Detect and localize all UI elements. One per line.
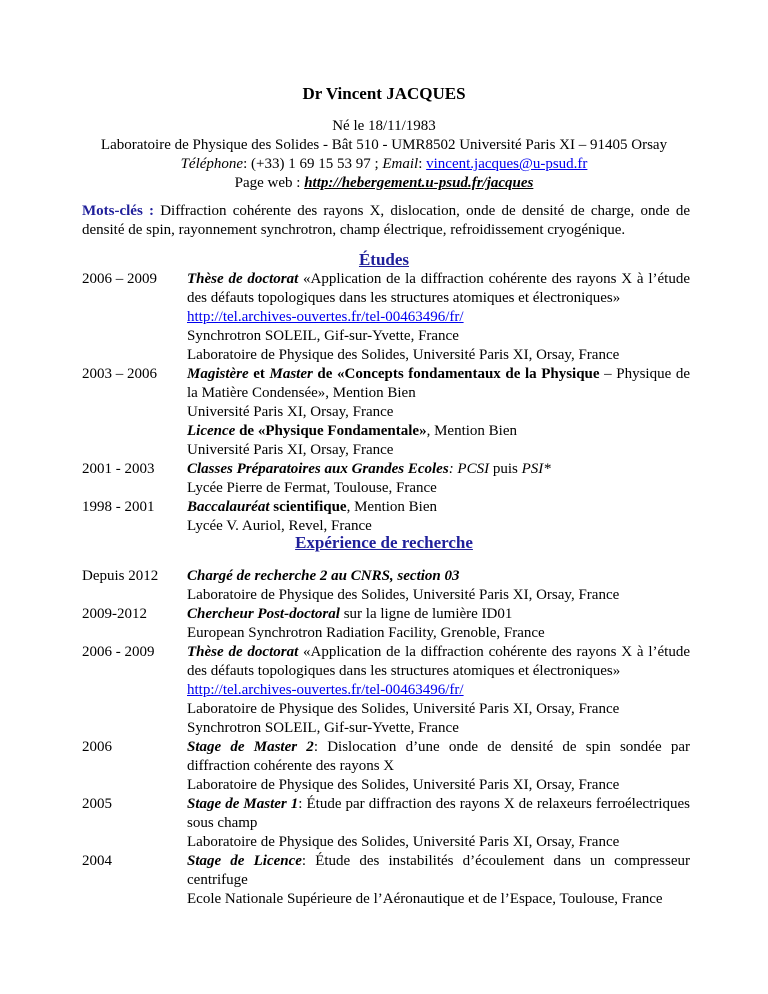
study-entry [82,270,690,365]
entry-text: Baccalauréat scientifique, Mention Bien [187,499,438,515]
entry-text: European Synchrotron Radiation Facility, Grenoble, France [187,625,545,641]
phone-label: Téléphone [180,156,244,172]
research-list [82,567,690,909]
entry-text: Classes Préparatoires aux Grandes Ecoles: PCSI puis PSI* [187,461,551,477]
entry-date: 2006 – 2009 [82,271,157,287]
entry-text: Laboratoire de Physique des Solides, Université Paris XI, Orsay, France [187,587,620,603]
entry-text: Laboratoire de Physique des Solides, Université Paris XI, Orsay, France [187,347,620,363]
keywords-text: Diffraction cohérente des rayons X, dislocation, onde de densité de charge, onde de densité de spin, rayonnement synchrotron, champ électrique, refroidissement cryogénique. [82,203,690,238]
entry-date: 2001 - 2003 [82,461,155,477]
entry-date: 2006 [82,739,112,755]
entry-text: Stage de Licence: Étude des instabilités d’écoulement dans un compresseur centrifuge [187,853,690,888]
entry-date: 2009-2012 [82,606,147,622]
email-sep: : [418,156,427,172]
entry-text: Thèse de doctorat «Application de la diffraction cohérente des rayons X à l’étude des défauts topologiques dans les structures atomiques et électroniques» [187,271,690,306]
entry-text: Chargé de recherche 2 au CNRS, section 03 [187,568,460,584]
research-entry [82,567,690,605]
research-entry [82,795,690,852]
birth-date: Né le 18/11/1983 [332,118,436,134]
entry-text: Synchrotron SOLEIL, Gif-sur-Yvette, France [187,328,459,344]
phone-number: : (+33) 1 69 15 53 97 ; [243,156,383,172]
entry-text: Laboratoire de Physique des Solides, Université Paris XI, Orsay, France [187,834,620,850]
entry-text: Synchrotron SOLEIL, Gif-sur-Yvette, France [187,720,459,736]
entry-text: Chercheur Post-doctoral sur la ligne de lumière ID01 [187,606,513,622]
study-entry [82,365,690,460]
address: Laboratoire de Physique des Solides - Bât 510 - UMR8502 Université Paris XI – 91405 Orsay [100,137,668,153]
entry-date: 2003 – 2006 [82,366,157,382]
entry-date: 2006 - 2009 [82,644,155,660]
thesis-link[interactable]: http://tel.archives-ouvertes.fr/tel-00463496/fr/ [187,309,464,325]
section-title-studies: Études [358,250,410,269]
entry-text: Thèse de doctorat «Application de la diffraction cohérente des rayons X à l’étude des défauts topologiques dans les structures atomiques et électroniques» [187,644,690,679]
entry-date: 2005 [82,796,112,812]
study-entry [82,460,690,498]
entry-date: 1998 - 2001 [82,499,155,515]
entry-text: Ecole Nationale Supérieure de l’Aéronautique et de l’Espace, Toulouse, France [187,891,663,907]
research-entry [82,643,690,738]
thesis-link[interactable]: http://tel.archives-ouvertes.fr/tel-00463496/fr/ [187,682,464,698]
studies-list [82,270,690,536]
section-title-research: Expérience de recherche [295,533,473,552]
keywords-label: Mots-clés : [82,203,154,219]
entry-text: Université Paris XI, Orsay, France [187,442,394,458]
webpage-link[interactable]: http://hebergement.u-psud.fr/jacques [304,175,534,191]
entry-text: Magistère et Master de «Concepts fondamentaux de la Physique – Physique de la Matière Condensée», Mention Bien [187,366,690,401]
research-entry [82,738,690,795]
email-link[interactable]: vincent.jacques@u-psud.fr [426,156,588,172]
contact-block [0,117,768,193]
phone-email-line [0,155,768,174]
keywords-paragraph [82,202,690,240]
entry-date: 2004 [82,853,112,869]
research-entry [82,852,690,909]
study-entry [82,498,690,536]
entry-text: Laboratoire de Physique des Solides, Université Paris XI, Orsay, France [187,701,620,717]
entry-text: Université Paris XI, Orsay, France [187,404,394,420]
entry-text: Lycée Pierre de Fermat, Toulouse, France [187,480,437,496]
entry-text: Laboratoire de Physique des Solides, Université Paris XI, Orsay, France [187,777,620,793]
entry-text: Stage de Master 1: Étude par diffraction des rayons X de relaxeurs ferroélectriques sous champ [187,796,690,831]
email-label: Email [382,156,419,172]
entry-text: Licence de «Physique Fondamentale», Mention Bien [187,423,517,439]
web-label: Page web : [234,175,305,191]
entry-date: Depuis 2012 [82,568,159,584]
entry-text: Stage de Master 2: Dislocation d’une onde de densité de spin sondée par diffraction cohérente des rayons X [187,739,690,774]
entry-text: Lycée V. Auriol, Revel, France [187,518,372,534]
research-entry [82,605,690,643]
webpage-line [0,174,768,193]
page-title: Dr Vincent JACQUES [302,84,466,103]
